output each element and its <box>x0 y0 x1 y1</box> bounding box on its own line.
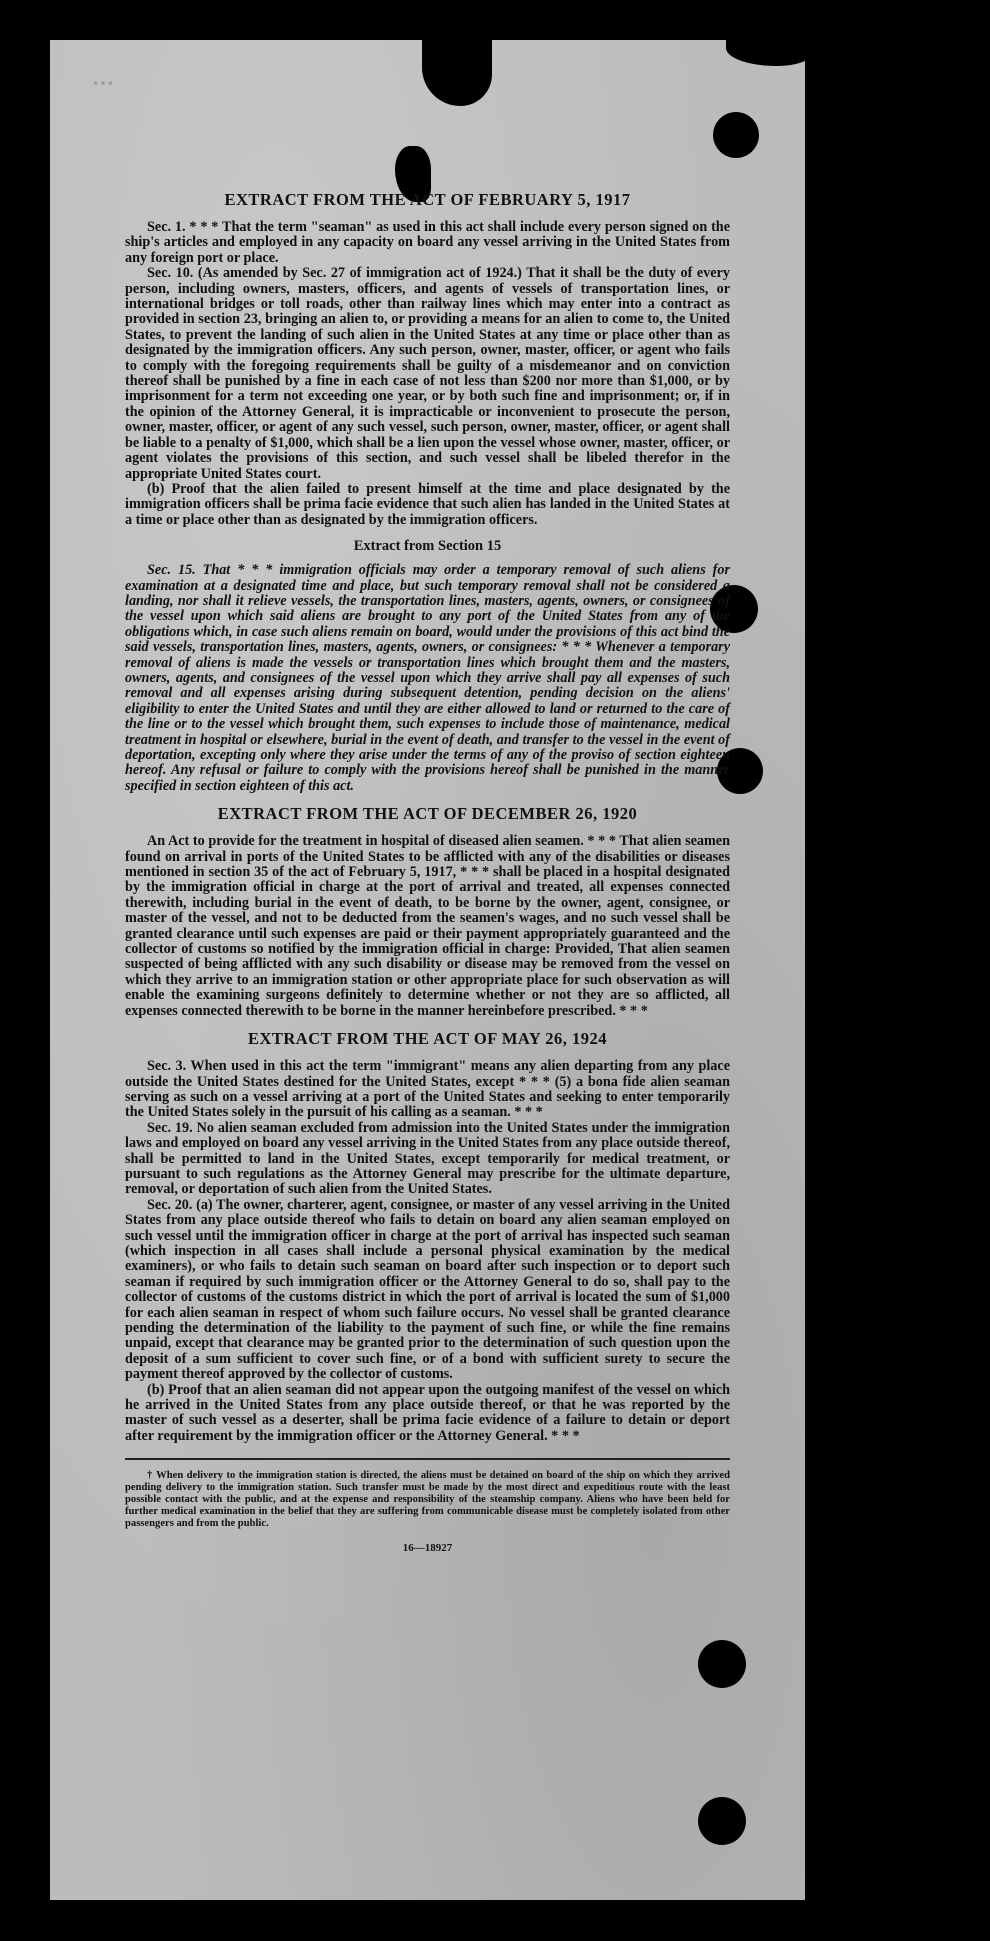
heading-act-1917: EXTRACT FROM THE ACT OF FEBRUARY 5, 1917 <box>224 190 631 209</box>
punch-hole <box>698 1797 746 1845</box>
torn-edge <box>422 36 492 106</box>
subheading-section-15: Extract from Section 15 <box>353 538 502 555</box>
paragraph-sec-10: Sec. 10. (As amended by Sec. 27 of immigration act of 1924.) That it shall be the duty of every person, including owners, masters, officers, and agents of vessels of transportation lines, or international bridges or toll roads, other than railway lines which may enter into a contract as provided in section 23, bringing an alien to, or providing a means for an alien to come to, the United States, to prevent the landing of such alien in the United States at any time or place other than as designated by the immigration officers. Any such person, owner, master, officer, or agent who fails to comply with the foregoing requirements shall be guilty of a misdemeanor and on conviction thereof shall be punished by a fine in each case of not less than $200 nor more than $1,000, or by imprisonment for a term not exceeding one year, or by both such fine and imprisonment; or, if in the opinion of the Attorney General, it is impracticable or inconvenient to prosecute the person, owner, master, officer, or agent of any such vessel, such person, owner, master, officer, or agent shall be liable to a penalty of $1,000, which shall be a lien upon the vessel whose owner, master, officer, or agent violates the provisions of this section, and such vessel shall be libeled therefor in the appropriate United States court. <box>125 265 730 482</box>
document-page <box>50 40 805 1900</box>
heading-act-1920: EXTRACT FROM THE ACT OF DECEMBER 26, 1920 <box>217 804 638 824</box>
paragraph-sec-1: Sec. 1. * * * That the term "seaman" as used in this act shall include every person signed on the ship's articles and employed in any capacity on board any vessel arriving in the United States from any foreign port or place. <box>125 219 730 266</box>
punch-hole <box>698 1640 746 1688</box>
paragraph-sec-19: Sec. 19. No alien seaman excluded from admission into the United States under the immigration laws and employed on board any vessel arriving in the United States from any place outside thereof, shall be permitted to land in the United States, except temporarily for medical treatment, or pursuant to such regulations as the Attorney General may prescribe for the ultimate departure, removal, or deportation of such alien from the United States. <box>125 1119 730 1198</box>
faint-bleedthrough-mark: ⋯ <box>92 70 114 95</box>
paragraph-sec-20-a: Sec. 20. (a) The owner, charterer, agent, consignee, or master of any vessel arriving in the United States from any place outside thereof who fails to detain on board any alien seaman employed on such vessel until the immigration officer in charge at the port of arrival has inspected such seaman (which inspection in all cases shall include a personal physical examination by the medical examiners), or who fails to detain such seaman on board after such inspection or to deport such seaman if required by such immigration officer or the Attorney General to do so, shall pay to the collector of customs of the customs district in which the port of arrival is located the sum of $1,000 for each alien seaman in respect of whom such failure occurs. No vessel shall be granted clearance pending the determination of the liability to the payment of such fine, or while the fine remains unpaid, except that clearance may be granted prior to the determination of such question upon the deposit of a sum sufficient to cover such fine, or of a bond with sufficient surety to secure the payment thereof approved by the collector of customs. <box>125 1196 730 1383</box>
paragraph-sec-10-b: (b) Proof that the alien failed to present himself at the time and place designated by the immigration officers shall be prima facie evidence that such alien has landed in the United States at a time or place other than as designated by the immigration officers. <box>125 480 730 528</box>
heading-act-1924: EXTRACT FROM THE ACT OF MAY 26, 1924 <box>247 1029 608 1049</box>
footnote: † When delivery to the immigration station is directed, the aliens must be detained on board of the ship on which they arrived pending delivery to the immigration station. Such transfer must be made by the most direct and expeditious route with the least possible contact with the public, and at the expense and responsibility of the steamship company. Aliens who have been held for further medical examination in the belief that they are suffering from communicable disease must be completely isolated from other passengers and from the public. <box>125 1470 730 1530</box>
torn-edge <box>726 36 811 66</box>
document-body <box>125 190 730 1554</box>
paragraph-sec-15: Sec. 15. That * * * immigration officials may order a temporary removal of such aliens for examination at a designated time and place, but such temporary removal shall not be considered a landing, nor shall it relieve vessels, the transportation lines, masters, agents, owners, or consignees of the vessel upon which said aliens are brought to any port of the United States from any of the obligations which, in case such aliens remain on board, would under the provisions of this act bind the said vessels, transportation lines, masters, agents, owners, or consignees: * * * Whenever a temporary removal of aliens is made the vessels or transportation lines which brought them and the masters, owners, agents, and consignees of the vessel upon which they arrive shall pay all expenses of such removal and all expenses arising during subsequent detention, pending decision on the aliens' eligibility to enter the United States and until they are either allowed to land or returned to the care of the line or to the vessel which brought them, such expenses to include those of maintenance, medical treatment in hospital or elsewhere, burial in the event of death, and transfer to the vessel in the event of deportation, excepting only where they arise under the terms of any of the proviso of section eighteen hereof. Any refusal or failure to comply with the provisions hereof shall be punished in the manner specified in section eighteen of this act. <box>125 562 730 794</box>
form-code: 16—18927 <box>402 1542 453 1555</box>
punch-hole <box>713 112 759 158</box>
paragraph-sec-3: Sec. 3. When used in this act the term "immigrant" means any alien departing from any place outside the United States destined for the United States, except * * * (5) a bona fide alien seaman serving as such on a vessel arriving at a port of the United States and seeking to enter temporarily the United States solely in the pursuit of his calling as a seaman. * * * <box>125 1058 730 1121</box>
paragraph-act-1920: An Act to provide for the treatment in hospital of diseased alien seamen. * * * That alien seamen found on arrival in ports of the United States to be afflicted with any of the disabilities or diseases mentioned in section 35 of the act of February 5, 1917, * * * shall be placed in a hospital designated by the immigration official in charge at the port of arrival and treated, all expenses connected therewith, including burial in the event of death, to be borne by the owner, agent, consignee, or master of the vessel, and not to be deducted from the seamen's wages, and no such vessel shall be granted clearance until such expenses are paid or their payment appropriately guaranteed and the collector of customs so notified by the immigration official in charge: Provided, That alien seamen suspected of being afflicted with any such disability or disease may be removed from the vessel on which they arrive to an immigration station or other appropriate place for such observation as will enable the examining surgeons definitely to determine whether or not they are so afflicted, all expenses connected therewith to be borne in the manner hereinbefore prescribed. * * * <box>125 833 730 1019</box>
footnote-divider <box>125 1458 730 1460</box>
paragraph-sec-20-b: (b) Proof that an alien seaman did not appear upon the outgoing manifest of the vessel on which he arrived in the United States from any place outside thereof, or that he was reported by the master of such vessel as a deserter, shall be prima facie evidence of a failure to detain or deport after requirement by the immigration officer or the Attorney General. * * * <box>125 1381 730 1444</box>
